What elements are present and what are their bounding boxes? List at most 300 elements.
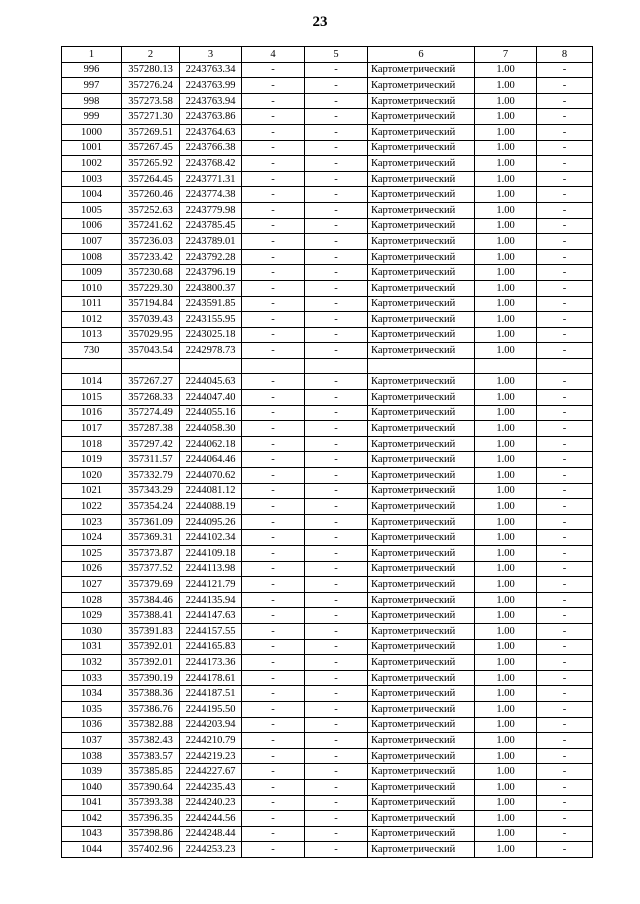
table-cell: - <box>305 764 368 780</box>
table-row <box>62 748 593 764</box>
table-row <box>62 483 593 499</box>
table-cell: 1.00 <box>475 436 537 452</box>
table-cell: 357388.41 <box>122 608 180 624</box>
table-cell: 357332.79 <box>122 468 180 484</box>
table-cell: 1027 <box>62 577 122 593</box>
table-cell: 2243768.42 <box>180 156 242 172</box>
table-cell: - <box>537 748 593 764</box>
table-cell <box>122 358 180 374</box>
table-cell: Картометрический <box>368 701 475 717</box>
table-cell: - <box>537 842 593 858</box>
table-cell: - <box>305 748 368 764</box>
table-cell: 1.00 <box>475 514 537 530</box>
table-cell: 1.00 <box>475 530 537 546</box>
table-cell: - <box>242 592 305 608</box>
table-cell: 1.00 <box>475 779 537 795</box>
table-row <box>62 358 593 374</box>
table-cell: 2244088.19 <box>180 499 242 515</box>
table-cell: 1041 <box>62 795 122 811</box>
table-cell: 2244045.63 <box>180 374 242 390</box>
table-cell: - <box>305 608 368 624</box>
table-cell: 1002 <box>62 156 122 172</box>
table-cell: 1.00 <box>475 733 537 749</box>
table-cell: 357273.58 <box>122 93 180 109</box>
table-cell: - <box>537 483 593 499</box>
table-cell: - <box>242 701 305 717</box>
table-cell: - <box>305 561 368 577</box>
table-cell: Картометрический <box>368 421 475 437</box>
table-cell: - <box>305 686 368 702</box>
table-cell: - <box>305 701 368 717</box>
header-cell: 1 <box>62 47 122 63</box>
table-cell: - <box>537 374 593 390</box>
table-cell: Картометрический <box>368 483 475 499</box>
table-cell: 2243591.85 <box>180 296 242 312</box>
table-cell: 1042 <box>62 811 122 827</box>
table-cell: 2244047.40 <box>180 390 242 406</box>
table-cell: Картометрический <box>368 592 475 608</box>
table-cell: - <box>242 421 305 437</box>
table-cell: 2244253.23 <box>180 842 242 858</box>
table-cell: 357230.68 <box>122 265 180 281</box>
table-cell: - <box>305 639 368 655</box>
table-cell: Картометрический <box>368 795 475 811</box>
table-cell: - <box>242 234 305 250</box>
table-cell <box>242 358 305 374</box>
table-row <box>62 124 593 140</box>
table-cell: Картометрический <box>368 62 475 78</box>
table-cell: 2244102.34 <box>180 530 242 546</box>
table-cell: - <box>242 78 305 94</box>
table-cell: 357383.57 <box>122 748 180 764</box>
table-cell: - <box>305 218 368 234</box>
table-row <box>62 280 593 296</box>
table-cell: 2243763.94 <box>180 93 242 109</box>
table-cell: Картометрический <box>368 764 475 780</box>
table-cell: - <box>537 639 593 655</box>
table-cell: - <box>537 109 593 125</box>
header-cell: 4 <box>242 47 305 63</box>
table-row <box>62 530 593 546</box>
table-cell: 2244081.12 <box>180 483 242 499</box>
table-cell: 1040 <box>62 779 122 795</box>
table-cell: 1014 <box>62 374 122 390</box>
table-cell: Картометрический <box>368 156 475 172</box>
table-cell: 1020 <box>62 468 122 484</box>
table-cell: 1.00 <box>475 327 537 343</box>
table-cell: - <box>537 343 593 359</box>
table-cell: Картометрический <box>368 109 475 125</box>
table-cell: Картометрический <box>368 234 475 250</box>
table-cell: 357393.38 <box>122 795 180 811</box>
table-cell: 1035 <box>62 701 122 717</box>
table-cell: - <box>537 280 593 296</box>
table-cell: - <box>242 764 305 780</box>
table-cell: 357252.63 <box>122 202 180 218</box>
table-cell: 1026 <box>62 561 122 577</box>
table-cell: 1.00 <box>475 78 537 94</box>
table-row <box>62 826 593 842</box>
table-cell: - <box>305 499 368 515</box>
table-cell: 357280.13 <box>122 62 180 78</box>
table-row <box>62 374 593 390</box>
table-cell: 1.00 <box>475 124 537 140</box>
table-cell: - <box>537 93 593 109</box>
table-cell: 1.00 <box>475 109 537 125</box>
table-cell: - <box>242 577 305 593</box>
table-cell: 1.00 <box>475 592 537 608</box>
table-cell: 1044 <box>62 842 122 858</box>
table-cell: 2244070.62 <box>180 468 242 484</box>
table-cell: 1.00 <box>475 249 537 265</box>
table-cell: 357264.45 <box>122 171 180 187</box>
table-cell: Картометрический <box>368 811 475 827</box>
table-cell: 2243785.45 <box>180 218 242 234</box>
table-row <box>62 608 593 624</box>
table-cell: - <box>305 623 368 639</box>
table-cell: 1010 <box>62 280 122 296</box>
table-cell: - <box>537 62 593 78</box>
table-cell: - <box>537 608 593 624</box>
table-cell: 1.00 <box>475 234 537 250</box>
table-cell: - <box>242 327 305 343</box>
table-cell <box>180 358 242 374</box>
table-cell: - <box>537 623 593 639</box>
table-cell: 357392.01 <box>122 655 180 671</box>
table-cell: 1.00 <box>475 390 537 406</box>
table-row <box>62 655 593 671</box>
table-cell: - <box>537 670 593 686</box>
table-row <box>62 265 593 281</box>
table-cell: 1029 <box>62 608 122 624</box>
table-cell: 2243764.63 <box>180 124 242 140</box>
table-cell: 357311.57 <box>122 452 180 468</box>
table-cell: 357385.85 <box>122 764 180 780</box>
table-cell: - <box>242 483 305 499</box>
table-cell: - <box>305 234 368 250</box>
table-cell: 357268.33 <box>122 390 180 406</box>
table-cell: Картометрический <box>368 639 475 655</box>
table-cell: 1032 <box>62 655 122 671</box>
table-cell: Картометрический <box>368 546 475 562</box>
table-cell: 2244227.67 <box>180 764 242 780</box>
table-cell: 357382.88 <box>122 717 180 733</box>
table-cell: - <box>537 202 593 218</box>
table-row <box>62 171 593 187</box>
table-cell: 1.00 <box>475 561 537 577</box>
table-cell: 2244195.50 <box>180 701 242 717</box>
table-cell: 1.00 <box>475 826 537 842</box>
table-cell: 2243779.98 <box>180 202 242 218</box>
table-cell: 2244248.44 <box>180 826 242 842</box>
table-cell: 1.00 <box>475 280 537 296</box>
table-cell: 357398.86 <box>122 826 180 842</box>
table-cell: - <box>537 764 593 780</box>
table-cell: 2244109.18 <box>180 546 242 562</box>
table-cell: - <box>242 530 305 546</box>
table-cell: 1.00 <box>475 452 537 468</box>
table-cell: - <box>305 405 368 421</box>
table-cell: - <box>242 795 305 811</box>
table-cell: - <box>242 62 305 78</box>
table-cell: 1019 <box>62 452 122 468</box>
table-cell: - <box>305 171 368 187</box>
table-cell: Картометрический <box>368 374 475 390</box>
table-cell: Картометрический <box>368 327 475 343</box>
table-cell: 1011 <box>62 296 122 312</box>
table-row <box>62 717 593 733</box>
table-cell: 2244058.30 <box>180 421 242 437</box>
table-cell: 1031 <box>62 639 122 655</box>
table-cell: Картометрический <box>368 249 475 265</box>
table-cell: - <box>305 202 368 218</box>
table-cell: - <box>242 405 305 421</box>
table-row <box>62 421 593 437</box>
table-cell: 2244210.79 <box>180 733 242 749</box>
table-cell: 1005 <box>62 202 122 218</box>
table-cell: - <box>305 124 368 140</box>
table-cell: 357390.19 <box>122 670 180 686</box>
table-cell <box>475 358 537 374</box>
table-body <box>62 62 593 857</box>
table-cell: - <box>305 109 368 125</box>
table-cell: 1.00 <box>475 686 537 702</box>
table-cell: - <box>537 795 593 811</box>
table-cell: - <box>242 779 305 795</box>
table-cell: - <box>537 171 593 187</box>
table-cell: - <box>305 670 368 686</box>
table-cell: 2243796.19 <box>180 265 242 281</box>
table-cell: 357267.27 <box>122 374 180 390</box>
table-cell: - <box>305 436 368 452</box>
table-cell: 357361.09 <box>122 514 180 530</box>
table-cell: 1.00 <box>475 140 537 156</box>
table-cell: 1015 <box>62 390 122 406</box>
table-cell: Картометрический <box>368 93 475 109</box>
table-cell: - <box>242 452 305 468</box>
table-cell: 2244219.23 <box>180 748 242 764</box>
table-cell: - <box>537 265 593 281</box>
table-row <box>62 577 593 593</box>
table-cell: - <box>537 655 593 671</box>
table-cell: - <box>537 327 593 343</box>
table-cell: Картометрический <box>368 265 475 281</box>
table-cell: Картометрический <box>368 686 475 702</box>
table-cell: - <box>305 530 368 546</box>
table-cell: 2243774.38 <box>180 187 242 203</box>
table-cell: Картометрический <box>368 468 475 484</box>
table-cell: 1024 <box>62 530 122 546</box>
table-row <box>62 405 593 421</box>
table-cell: - <box>305 265 368 281</box>
table-cell: 1.00 <box>475 764 537 780</box>
table-cell: Картометрический <box>368 717 475 733</box>
table-cell: 357274.49 <box>122 405 180 421</box>
table-cell: 357382.43 <box>122 733 180 749</box>
table-cell: 357260.46 <box>122 187 180 203</box>
table-cell: - <box>537 561 593 577</box>
table-row <box>62 639 593 655</box>
table-cell: - <box>242 842 305 858</box>
table-cell: - <box>242 514 305 530</box>
table-row <box>62 327 593 343</box>
table-row <box>62 546 593 562</box>
table-cell: - <box>305 249 368 265</box>
table-cell: 1.00 <box>475 546 537 562</box>
table-cell: 1000 <box>62 124 122 140</box>
table-cell: - <box>537 686 593 702</box>
table-cell: 1.00 <box>475 421 537 437</box>
table-cell: Картометрический <box>368 280 475 296</box>
table-cell: - <box>305 577 368 593</box>
table-cell: 357287.38 <box>122 421 180 437</box>
page-number: 23 <box>312 14 328 30</box>
table-cell: - <box>537 218 593 234</box>
table-cell: - <box>242 109 305 125</box>
table-cell: 1.00 <box>475 265 537 281</box>
table-cell: 2244187.51 <box>180 686 242 702</box>
table-cell: 1030 <box>62 623 122 639</box>
table-cell: - <box>305 78 368 94</box>
header-cell: 7 <box>475 47 537 63</box>
table-cell: - <box>242 826 305 842</box>
table-cell: 2243771.31 <box>180 171 242 187</box>
table-cell: 1.00 <box>475 655 537 671</box>
table-cell: 2244095.26 <box>180 514 242 530</box>
table-cell <box>62 358 122 374</box>
table-cell: Картометрический <box>368 608 475 624</box>
table-cell: 2244178.61 <box>180 670 242 686</box>
table-cell: - <box>537 717 593 733</box>
table-row <box>62 218 593 234</box>
table-cell: 2244240.23 <box>180 795 242 811</box>
table-cell: 1.00 <box>475 499 537 515</box>
table-cell: - <box>537 826 593 842</box>
table-cell: - <box>242 546 305 562</box>
table-cell: 2244203.94 <box>180 717 242 733</box>
table-cell: - <box>537 779 593 795</box>
table-cell: 357029.95 <box>122 327 180 343</box>
table-cell: 1.00 <box>475 717 537 733</box>
table-cell: 2243766.38 <box>180 140 242 156</box>
table-cell: - <box>242 343 305 359</box>
table-cell: 1012 <box>62 312 122 328</box>
table-cell: 997 <box>62 78 122 94</box>
table-cell: - <box>242 670 305 686</box>
table-cell: - <box>305 811 368 827</box>
table-cell: - <box>537 390 593 406</box>
table-cell: 357343.29 <box>122 483 180 499</box>
table-cell: - <box>305 842 368 858</box>
table-row <box>62 452 593 468</box>
table-cell: 1039 <box>62 764 122 780</box>
table-cell: 1.00 <box>475 608 537 624</box>
table-cell: - <box>242 468 305 484</box>
table-cell: 2244147.63 <box>180 608 242 624</box>
table-cell: - <box>242 748 305 764</box>
table-row <box>62 842 593 858</box>
table-row <box>62 686 593 702</box>
table-cell: 1.00 <box>475 93 537 109</box>
table-cell: 1.00 <box>475 343 537 359</box>
table-cell: - <box>242 811 305 827</box>
table-cell: 2244121.79 <box>180 577 242 593</box>
table-cell: Картометрический <box>368 623 475 639</box>
table-cell: - <box>242 93 305 109</box>
table-cell: 1.00 <box>475 156 537 172</box>
table-cell: - <box>305 826 368 842</box>
table-row <box>62 468 593 484</box>
table-cell: Картометрический <box>368 733 475 749</box>
table-cell: - <box>537 811 593 827</box>
table-cell: Картометрический <box>368 140 475 156</box>
table-row <box>62 187 593 203</box>
table-cell: - <box>242 436 305 452</box>
table-row <box>62 592 593 608</box>
table-cell: - <box>537 436 593 452</box>
table-cell: 357384.46 <box>122 592 180 608</box>
table-cell: 1037 <box>62 733 122 749</box>
table-cell: 1025 <box>62 546 122 562</box>
table-cell: - <box>305 717 368 733</box>
table-cell: - <box>242 639 305 655</box>
table-cell: 1022 <box>62 499 122 515</box>
table-cell: 2242978.73 <box>180 343 242 359</box>
table-cell: Картометрический <box>368 436 475 452</box>
table-cell: 357039.43 <box>122 312 180 328</box>
table-cell: 1.00 <box>475 202 537 218</box>
table-cell: - <box>537 733 593 749</box>
table-cell: Картометрический <box>368 561 475 577</box>
table-cell: 1.00 <box>475 748 537 764</box>
table-cell: - <box>537 421 593 437</box>
table-cell: Картометрический <box>368 78 475 94</box>
table-cell: - <box>537 140 593 156</box>
table-cell: 1018 <box>62 436 122 452</box>
table-cell: 1.00 <box>475 62 537 78</box>
table-row <box>62 62 593 78</box>
table-cell: Картометрический <box>368 202 475 218</box>
table-cell: - <box>242 280 305 296</box>
table-cell: 1.00 <box>475 577 537 593</box>
table-cell: - <box>537 577 593 593</box>
table-cell: 2243800.37 <box>180 280 242 296</box>
table-cell: 1001 <box>62 140 122 156</box>
table-cell: 2244064.46 <box>180 452 242 468</box>
table-cell: Картометрический <box>368 514 475 530</box>
table-cell <box>537 358 593 374</box>
table-cell: - <box>305 187 368 203</box>
table-cell: 357390.64 <box>122 779 180 795</box>
table-cell: 1013 <box>62 327 122 343</box>
table-cell: 1.00 <box>475 374 537 390</box>
table-cell: - <box>537 701 593 717</box>
table-cell: 1043 <box>62 826 122 842</box>
table-row <box>62 140 593 156</box>
table-cell: 357386.76 <box>122 701 180 717</box>
table-cell: Картометрический <box>368 842 475 858</box>
table-cell: - <box>305 468 368 484</box>
table-cell: - <box>305 280 368 296</box>
table-cell: Картометрический <box>368 312 475 328</box>
table-cell: 2244244.56 <box>180 811 242 827</box>
table-cell: - <box>242 499 305 515</box>
table-cell: - <box>305 140 368 156</box>
table-cell: Картометрический <box>368 499 475 515</box>
table-cell: 2243763.86 <box>180 109 242 125</box>
table-row <box>62 249 593 265</box>
table-cell: 357233.42 <box>122 249 180 265</box>
